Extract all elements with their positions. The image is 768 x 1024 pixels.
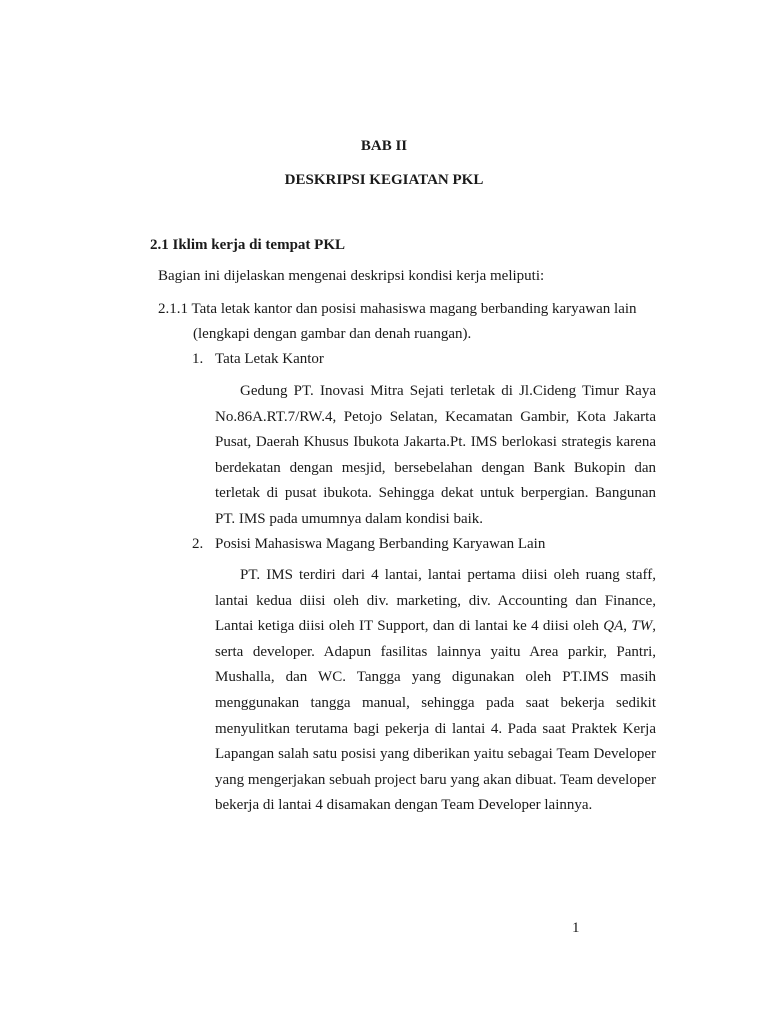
paragraph-text <box>215 563 656 819</box>
list-item-heading-2 <box>192 534 545 554</box>
paragraph-text: Gedung PT. Inovasi Mitra Sejati terletak di Jl.Cideng Timur Raya No.86A.RT.7/RW.4, Petojo Selatan, Kecamatan Gambir, Kota Jakarta Pusat, Daerah Khusus Ibukota Jakarta.Pt. IMS berlokasi strategis karena berdekatan dengan mesjid, bersebelahan dengan Bank Bukopin dan terletak di pusat ibukota. Sehingga dekat untuk berpergian. Bangunan PT. IMS pada umumnya dalam kondisi baik. <box>215 383 656 527</box>
page-number: 1 <box>572 920 580 936</box>
subsection-heading-line2: (lengkapi dengan gambar dan denah ruangan). <box>193 326 472 342</box>
subsection-heading-line1: 2.1.1 Tata letak kantor dan posisi mahasiswa magang berbanding karyawan lain <box>158 301 637 317</box>
list-item-paragraph-1 <box>215 379 656 533</box>
list-item-title: Posisi Mahasiswa Magang Berbanding Karyawan Lain <box>215 536 546 552</box>
chapter-heading: BAB II <box>360 138 408 154</box>
paragraph-segment: PT. IMS terdiri dari 4 lantai, lantai pertama diisi oleh ruang staff, lantai kedua diisi oleh div. marketing, div. Accounting dan Finance, Lantai ketiga diisi oleh IT Support, dan di lantai ke 4 diisi oleh <box>215 567 656 635</box>
paragraph-segment: , <box>623 618 632 635</box>
italic-term-tw: TW <box>631 618 653 635</box>
list-item-heading-1 <box>192 349 324 369</box>
italic-term-qa: QA <box>603 618 624 635</box>
list-item-paragraph-2 <box>215 563 656 819</box>
intro-paragraph: Bagian ini dijelaskan mengenai deskripsi kondisi kerja meliputi: <box>158 268 545 284</box>
list-item-number: 2. <box>192 536 204 552</box>
list-item-number: 1. <box>192 351 204 367</box>
paragraph-segment: , serta developer. Adapun fasilitas lainnya yaitu Area parkir, Pantri, Mushalla, dan WC. Tangga yang digunakan oleh PT.IMS masih menggunakan tangga manual, sehingga pada saat bekerja sedikit menyulitkan terutama bagi pekerja di lantai 4. Pada saat Praktek Kerja Lapangan salah satu posisi yang diberikan yaitu sebagai Team Developer yang mengerjakan sebuah project baru yang akan dibuat. Team developer bekerja di lantai 4 disamakan dengan Team Developer lainnya. <box>215 618 656 814</box>
chapter-title: DESKRIPSI KEGIATAN PKL <box>284 172 484 188</box>
list-item-title: Tata Letak Kantor <box>215 351 324 367</box>
section-heading: 2.1 Iklim kerja di tempat PKL <box>150 237 345 253</box>
